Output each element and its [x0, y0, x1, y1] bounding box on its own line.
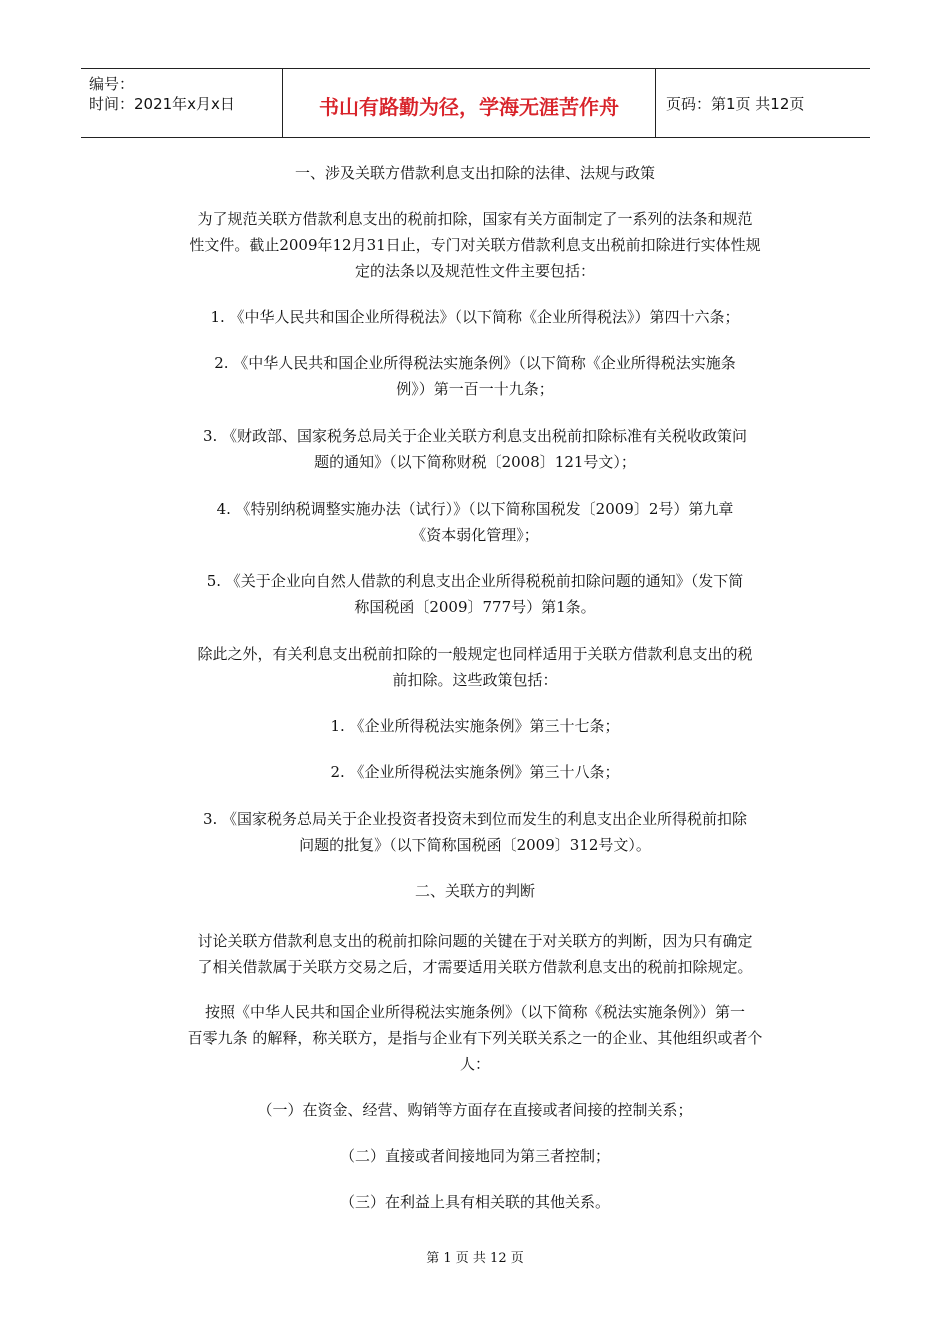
- item4-line-1: 4. 《特别纳税调整实施办法（试行）》（以下简称国税发〔2009〕2号）第九章: [216, 500, 734, 518]
- item3-line-1: 3. 《财政部、国家税务总局关于企业关联方利息支出税前扣除标准有关税收政策问: [202, 427, 748, 445]
- header-middle-cell: [283, 69, 656, 137]
- intro-line-1: 为了规范关联方借款利息支出的税前扣除，国家有关方面制定了一系列的法条和规范: [197, 210, 753, 228]
- header-table: [81, 68, 870, 138]
- header-right-cell: [656, 69, 870, 137]
- item2-line-2: 例》）第一百一十九条；: [396, 380, 554, 398]
- motto: 书山有路勤为径，学海无涯苦作舟: [319, 95, 619, 119]
- sub2-line: 2. 《企业所得税法实施条例》第三十八条；: [330, 763, 620, 781]
- page-info: 页码：第1页 共12页: [666, 95, 805, 113]
- item1-line-1: 1. 《中华人民共和国企业所得税法》（以下简称《企业所得税法》）第四十六条；: [210, 308, 740, 326]
- item3-line-2: 题的通知》（以下简称财税〔2008〕121号文）；: [314, 453, 636, 471]
- section1-title: 一、涉及关联方借款利息支出扣除的法律、法规与政策: [294, 164, 655, 182]
- besides-line-1: 除此之外，有关利息支出税前扣除的一般规定也同样适用于关联方借款利息支出的税: [197, 645, 753, 663]
- sub1-line: 1. 《企业所得税法实施条例》第三十七条；: [330, 717, 620, 735]
- definition-line-1: 按照《中华人民共和国企业所得税法实施条例》（以下简称《税法实施条例》）第一: [204, 1003, 745, 1021]
- discuss-line-2: 了相关借款属于关联方交易之后，才需要适用关联方借款利息支出的税前扣除规定。: [197, 958, 753, 976]
- sub3-line-2: 问题的批复》（以下简称国税函〔2009〕312号文）。: [299, 836, 651, 854]
- definition-line-3: 人：: [459, 1055, 490, 1073]
- discuss-line-1: 讨论关联方借款利息支出的税前扣除问题的关键在于对关联方的判断，因为只有确定: [197, 932, 753, 950]
- relation-2: （二）直接或者间接地同为第三者控制；: [339, 1147, 610, 1165]
- sub3-line-1: 3. 《国家税务总局关于企业投资者投资未到位而发生的利息支出企业所得税前扣除: [202, 810, 748, 828]
- item2-line-1: 2. 《中华人民共和国企业所得税法实施条例》（以下简称《企业所得税法实施条: [214, 354, 736, 372]
- intro-line-2: 性文件。截止2009年12月31日止，专门对关联方借款利息支出税前扣除进行实体性规: [189, 236, 761, 254]
- header-left-cell: [81, 69, 283, 137]
- time-label: 时间：2021年x月x日: [89, 95, 235, 113]
- number-label: 编号：: [89, 75, 135, 93]
- item5-line-1: 5. 《关于企业向自然人借款的利息支出企业所得税税前扣除问题的通知》（发下简: [206, 572, 744, 590]
- relation-3: （三）在利益上具有相关联的其他关系。: [339, 1193, 610, 1211]
- page-footer: 第 1 页 共 12 页: [426, 1251, 524, 1266]
- definition-line-2: 百零九条 的解释，称关联方，是指与企业有下列关联关系之一的企业、其他组织或者个: [187, 1029, 763, 1047]
- relation-1: （一）在资金、经营、购销等方面存在直接或者间接的控制关系；: [257, 1101, 693, 1119]
- item4-line-2: 《资本弱化管理》；: [411, 526, 539, 544]
- section2-title: 二、关联方的判断: [414, 882, 535, 900]
- besides-line-2: 前扣除。这些政策包括：: [392, 671, 558, 689]
- intro-line-3: 定的法条以及规范性文件主要包括：: [354, 262, 595, 280]
- item5-line-2: 称国税函〔2009〕777号）第1条。: [354, 598, 596, 616]
